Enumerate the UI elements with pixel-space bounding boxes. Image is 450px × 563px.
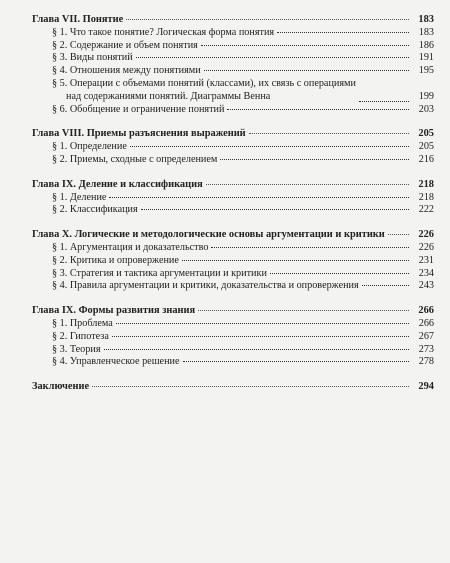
page-number: 218 [418,191,434,203]
section-row [32,78,434,104]
chapter-8 [32,128,434,166]
page-number: 278 [418,356,434,368]
page-number: 205 [418,141,434,153]
page-number: 191 [418,52,434,64]
section-title: § 2. Классификация [52,204,138,216]
section-row [32,104,434,117]
chapter-10 [32,229,434,293]
page-number: 216 [418,153,434,165]
section-title: § 1. Определение [52,141,127,153]
section-title: § 1. Что такое понятие? Логическая форма понятия [52,26,275,38]
dot-leader [136,57,409,58]
dot-leader [104,349,409,350]
section-title: § 4. Отношения между понятиями [52,65,201,77]
section-row [32,154,434,167]
page-number: 294 [418,381,434,393]
page-number: 218 [418,178,434,190]
dot-leader [211,247,409,248]
dot-leader [130,146,409,147]
section-row [32,52,434,65]
chapter-heading [32,14,434,27]
chapter-heading [32,305,434,318]
section-title-line-1: § 5. Операции с объемами понятий (классами), их связь с операциями [52,77,356,89]
dot-leader [359,101,409,102]
chapter-title: Глава VII. Понятие [32,14,124,25]
chapter-11 [32,305,434,369]
dot-leader [277,32,409,33]
dot-leader [198,310,409,311]
page-number: 205 [418,128,434,140]
chapter-heading [32,179,434,192]
section-title: § 2. Приемы, сходные с определением [52,153,218,165]
dot-leader [92,386,409,387]
chapter-heading [32,128,434,141]
section-title: § 3. Стратегия и тактика аргументации и критики [52,267,267,279]
section-row [32,204,434,217]
section-title: § 4. Управленческое решение [52,356,180,368]
page-number: 195 [418,65,434,77]
dot-leader [116,323,409,324]
dot-leader [201,45,409,46]
conclusion-title: Заключение [32,381,90,393]
section-row [32,65,434,78]
section-row [32,40,434,53]
section-row [32,141,434,154]
section-title [52,78,356,104]
chapter-heading [32,229,434,242]
chapter-9 [32,179,434,217]
dot-leader [182,260,409,261]
dot-leader [227,109,409,110]
section-title-line-2: над содержаниями понятий. Диаграммы Венна [66,90,271,102]
section-row [32,192,434,205]
section-row [32,280,434,293]
page-number: 226 [418,241,434,253]
section-row [32,27,434,40]
dot-leader [220,159,409,160]
chapter-title: Глава IX. Деление и классификация [32,178,203,190]
table-of-contents [32,14,434,406]
chapter-title: Глава X. Логические и методологические основы аргументации и критики [32,229,385,241]
conclusion [32,381,434,394]
dot-leader [206,184,409,185]
page-number: 234 [418,267,434,279]
dot-leader [141,209,409,210]
section-row [32,356,434,369]
chapter-title: Глава VIII. Приемы разъяснения выражений [32,128,246,140]
section-row [32,331,434,344]
section-title: § 4. Правила аргументации и критики, доказательства и опровержения [52,280,359,292]
conclusion-heading [32,381,434,394]
dot-leader [249,133,409,134]
chapter-title: Глава IX. Формы развития знания [32,305,196,317]
page-number: 226 [418,229,434,241]
page-number: 266 [418,305,434,317]
section-title: § 3. Виды понятий [52,52,133,64]
dot-leader [109,197,409,198]
page-number: 231 [418,254,434,266]
section-row [32,255,434,268]
page-number: 243 [418,280,434,292]
dot-leader [362,285,409,286]
dot-leader [270,273,409,274]
section-title: § 2. Содержание и объем понятия [52,39,198,51]
page-number: 273 [418,343,434,355]
page-number: 203 [418,103,434,115]
section-title: § 1. Аргументация и доказательство [52,241,209,253]
page-number: 186 [418,39,434,51]
page-number: 266 [418,317,434,329]
section-title: § 3. Теория [52,343,101,355]
section-row [32,268,434,281]
dot-leader [126,19,409,20]
section-row [32,242,434,255]
page-number: 267 [418,330,434,342]
page-number: 183 [418,26,434,38]
page-number: 199 [418,90,434,102]
dot-leader [183,361,410,362]
dot-leader [388,234,409,235]
dot-leader [112,336,409,337]
section-row [32,344,434,357]
chapter-7 [32,14,434,116]
section-title: § 2. Критика и опровержение [52,254,179,266]
section-title: § 6. Обобщение и ограничение понятий [52,103,225,115]
section-title: § 1. Проблема [52,317,113,329]
page-number: 222 [418,204,434,216]
section-title: § 1. Деление [52,191,107,203]
page-number: 183 [418,14,434,25]
dot-leader [204,70,409,71]
section-row [32,318,434,331]
section-title: § 2. Гипотеза [52,330,109,342]
